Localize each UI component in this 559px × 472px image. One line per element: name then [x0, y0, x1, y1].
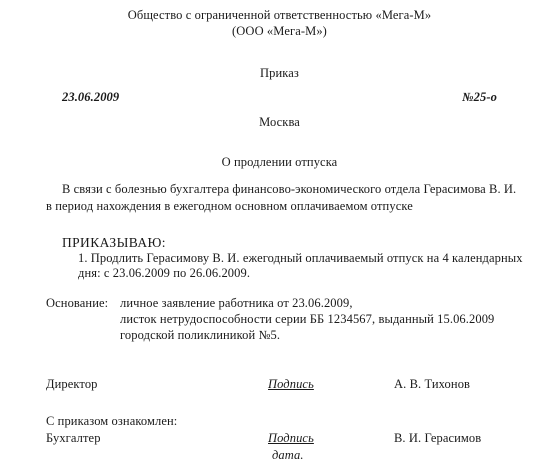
accountant-label: Бухгалтер: [46, 431, 101, 445]
director-name: А. В. Тихонов: [394, 377, 471, 391]
basis-label: Основание:: [46, 296, 109, 310]
order-item-1-line-2: дня: с 23.06.2009 по 26.06.2009.: [78, 266, 251, 280]
order-subject: О продлении отпуска: [221, 155, 338, 169]
acquainted-label: С приказом ознакомлен:: [46, 414, 178, 428]
basis-line-3: городской поликлиникой №5.: [120, 328, 281, 342]
basis-line-2: листок нетрудоспособности серии ББ 1234567, выданный 15.06.2009: [120, 312, 495, 326]
reason-line-1: В связи с болезнью бухгалтера финансово-экономического отдела Герасимова В. И.: [62, 182, 517, 196]
organization-short-name: (ООО «Мега-М»): [232, 24, 327, 38]
order-number: №25-о: [462, 90, 497, 104]
signature-date-label: дата.: [272, 448, 304, 462]
order-date: 23.06.2009: [62, 90, 120, 104]
order-city: Москва: [259, 115, 300, 129]
organization-name: Общество с ограниченной ответственностью «Мега-М»: [127, 8, 432, 22]
reason-line-2: в период нахождения в ежегодном основном оплачиваемом отпуске: [46, 199, 413, 213]
director-label: Директор: [46, 377, 98, 391]
accountant-name: В. И. Герасимов: [394, 431, 482, 445]
order-item-1-line-1: 1. Продлить Герасимову В. И. ежегодный оплачиваемый отпуск на 4 календарных: [78, 251, 523, 265]
director-signature: Подпись: [268, 377, 314, 391]
document-title: Приказ: [260, 66, 299, 80]
accountant-signature: Подпись: [268, 431, 314, 445]
basis-line-1: личное заявление работника от 23.06.2009,: [120, 296, 353, 310]
order-directive: ПРИКАЗЫВАЮ:: [62, 235, 166, 250]
